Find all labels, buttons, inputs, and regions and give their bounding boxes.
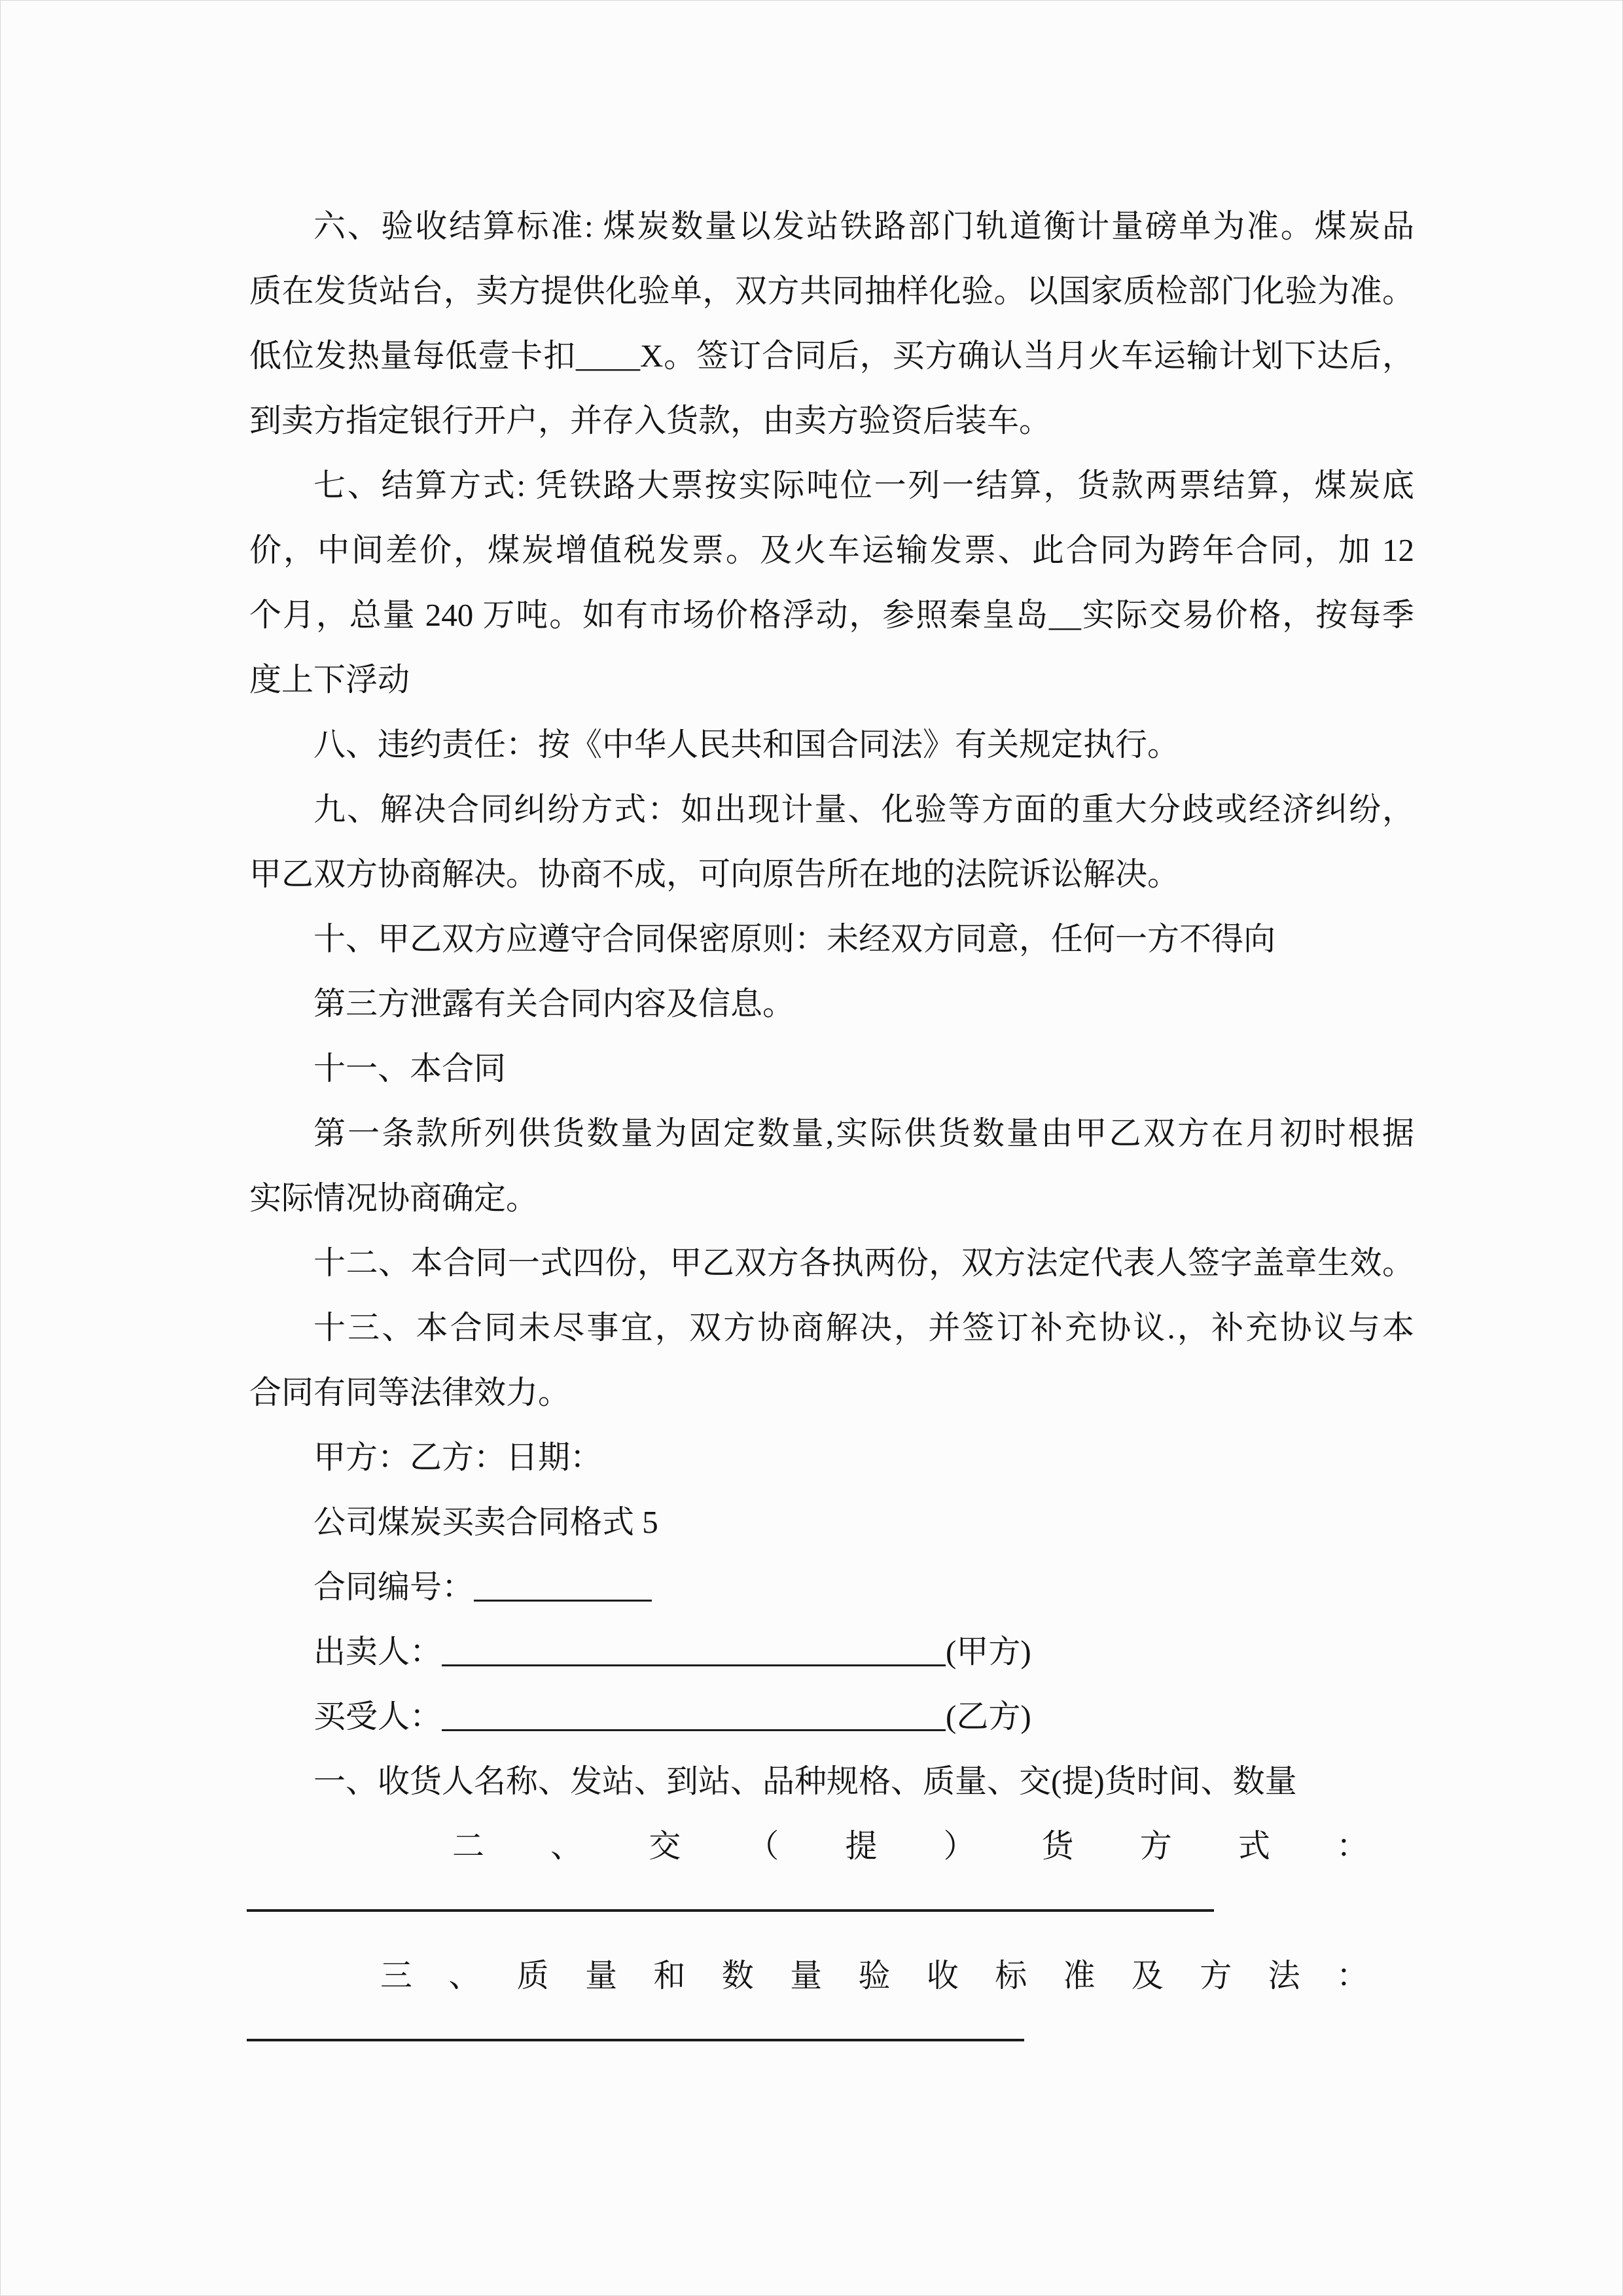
clause-7-line-2: 价，中间差价，煤炭增值税发票。及火车运输发票、此合同为跨年合同，加 12 <box>249 532 1414 568</box>
contract-number-label: 合同编号： <box>313 1569 474 1605</box>
clause-8-line: 八、违约责任：按《中华人民共和国合同法》有关规定执行。 <box>313 726 1180 762</box>
next-template-title: 公司煤炭买卖合同格式 5 <box>313 1504 658 1540</box>
item-3-answer-line <box>247 2039 1024 2041</box>
seller-label: 出卖人： <box>313 1634 442 1670</box>
clause-7-line-3: 个月，总量 240 万吨。如有市场价格浮动，参照秦皇岛__实际交易价格，按每季 <box>249 597 1414 633</box>
clause-6-line-4: 到卖方指定银行开户，并存入货款，由卖方验资后装车。 <box>249 403 1052 439</box>
buyer-party-label: (乙方) <box>946 1698 1031 1734</box>
clause-6-line-2: 质在发货站台，卖方提供化验单，双方共同抽样化验。以国家质检部门化验为准。 <box>249 273 1414 309</box>
contract-text-column <box>249 194 1414 2073</box>
clause-9-line-1: 九、解决合同纠纷方式：如出现计量、化验等方面的重大分歧或经济纠纷， <box>313 791 1414 827</box>
seller-row <box>249 1619 1414 1684</box>
clause-9-line-2: 甲乙双方协商解决。协商不成，可向原告所在地的法院诉讼解决。 <box>249 856 1180 892</box>
item-2-line: 二、交（提）货方式： <box>452 1828 1368 1864</box>
item-3-answer-row <box>249 2008 1414 2073</box>
clause-11-line-1: 十一、本合同 <box>313 1050 507 1086</box>
seller-party-label: (甲方) <box>946 1634 1031 1670</box>
clause-6-line-3: 低位发热量每低壹卡扣____X。签订合同后，买方确认当月火车运输计划下达后， <box>249 338 1414 374</box>
contract-number-row <box>249 1554 1414 1619</box>
item-2-answer-row <box>249 1878 1414 1943</box>
item-2-answer-line <box>247 1909 1214 1912</box>
clause-12-line: 十二、本合同一式四份，甲乙双方各执两份，双方法定代表人签字盖章生效。 <box>313 1245 1414 1281</box>
item-1-line: 一、收货人名称、发站、到站、品种规格、质量、交(提)货时间、数量 <box>313 1763 1297 1799</box>
clause-13-line-1: 十三、本合同未尽事宜，双方协商解决，并签订补充协议.，补充协议与本 <box>313 1310 1414 1346</box>
clause-10-line-2: 第三方泄露有关合同内容及信息。 <box>313 986 795 1022</box>
buyer-row <box>249 1684 1414 1749</box>
clause-10-line-1: 十、甲乙双方应遵守合同保密原则：未经双方同意，任何一方不得向 <box>313 921 1276 957</box>
clause-7-line-1: 七、结算方式: 凭铁路大票按实际吨位一列一结算，货款两票结算，煤炭底 <box>313 467 1414 503</box>
buyer-blank <box>442 1693 946 1731</box>
item-3-line: 三、质量和数量验收标准及方法： <box>380 1958 1368 1994</box>
clause-7-line-4: 度上下浮动 <box>249 662 410 698</box>
seller-blank <box>442 1628 946 1666</box>
clause-6-line-1: 六、验收结算标准: 煤炭数量以发站铁路部门轨道衡计量磅单为准。煤炭品 <box>313 208 1414 244</box>
clause-11-line-2: 第一条款所列供货数量为固定数量,实际供货数量由甲乙双方在月初时根据 <box>313 1115 1414 1151</box>
clause-13-line-2: 合同有同等法律效力。 <box>249 1374 571 1410</box>
clause-11-line-3: 实际情况协商确定。 <box>249 1180 539 1216</box>
signature-line: 甲方：乙方：日期： <box>313 1439 603 1475</box>
contract-number-blank <box>474 1563 652 1602</box>
buyer-label: 买受人： <box>313 1698 442 1734</box>
